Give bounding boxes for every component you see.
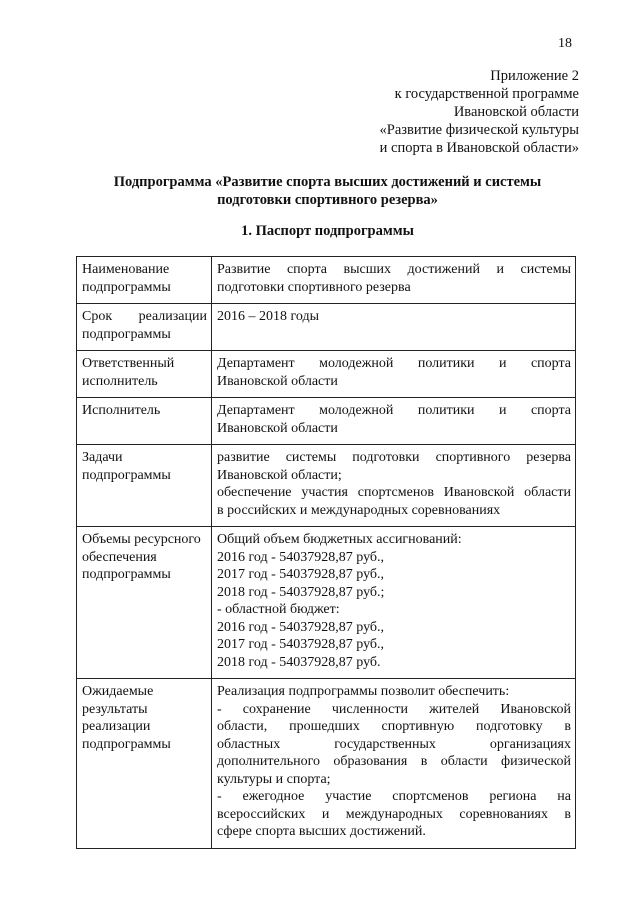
row-value xyxy=(212,398,576,445)
table-row xyxy=(77,445,576,527)
section-title: 1. Паспорт подпрограммы xyxy=(241,223,414,239)
value-line: областных государственных организациях xyxy=(217,736,571,752)
subprogram-title xyxy=(80,173,575,209)
appendix-line: к государственной программе xyxy=(394,86,579,102)
table-row xyxy=(77,679,576,849)
row-label xyxy=(77,304,212,351)
appendix-header xyxy=(380,67,580,157)
value-line: - областной бюджет: xyxy=(217,602,340,617)
row-value xyxy=(212,304,576,351)
value-line: 2016 год - 54037928,87 руб., xyxy=(217,549,385,565)
label-line: подпрограммы xyxy=(82,567,171,582)
label-line: исполнитель xyxy=(82,373,158,389)
subprogram-title-line: подготовки спортивного резерва» xyxy=(217,192,438,208)
row-label xyxy=(77,445,212,527)
table-row xyxy=(77,257,576,304)
row-value xyxy=(212,445,576,527)
appendix-line: и спорта в Ивановской области» xyxy=(379,140,579,156)
value-line: в российских и международных соревнованиях xyxy=(217,502,501,518)
value-line: развитие системы подготовки спортивного резерва xyxy=(217,450,571,465)
value-line: Ивановской области xyxy=(217,373,338,389)
label-line: подпрограммы xyxy=(82,736,171,752)
value-line: 2018 год - 54037928,87 руб. xyxy=(217,654,381,670)
appendix-line: Ивановской области xyxy=(453,104,579,120)
value-line: дополнительного образования в области физической xyxy=(217,754,571,769)
value-line: Развитие спорта высших достижений и системы xyxy=(217,262,571,277)
value-line: обеспечение участия спортсменов Ивановской области xyxy=(217,485,571,500)
table-row xyxy=(77,304,576,351)
value-line: культуры и спорта; xyxy=(217,771,331,787)
label-line: результаты xyxy=(82,701,148,717)
row-value xyxy=(212,351,576,398)
passport-table xyxy=(76,256,576,849)
label-line: Объемы ресурсного xyxy=(82,532,201,547)
value-line: 2016 – 2018 годы xyxy=(217,309,320,324)
row-value xyxy=(212,257,576,304)
value-line: - сохранение численности жителей Ивановской xyxy=(217,701,571,717)
value-line: всероссийских и международных соревнованиях в xyxy=(217,806,571,822)
value-line: области, прошедших спортивную подготовку в xyxy=(217,719,571,734)
label-line: реализации xyxy=(82,719,151,734)
label-line: подпрограммы xyxy=(82,326,171,342)
value-line: 2018 год - 54037928,87 руб.; xyxy=(217,584,385,600)
table-row xyxy=(77,527,576,679)
label-line: Исполнитель xyxy=(82,403,161,418)
value-line: Ивановской области; xyxy=(217,467,342,483)
row-value xyxy=(212,527,576,679)
label-line: Наименование xyxy=(82,262,170,277)
value-line: подготовки спортивного резерва xyxy=(217,279,411,295)
value-line: Реализация подпрограммы позволит обеспечить: xyxy=(217,684,510,699)
label-line: Задачи xyxy=(82,450,123,465)
value-line: 2017 год - 54037928,87 руб., xyxy=(217,637,385,652)
appendix-line: Приложение 2 xyxy=(490,68,579,84)
label-line: подпрограммы xyxy=(82,279,171,295)
label-line: обеспечения xyxy=(82,549,157,565)
table-row xyxy=(77,351,576,398)
label-line: Ответственный xyxy=(82,356,175,371)
value-line: Ивановской области xyxy=(217,420,338,436)
value-line: 2016 год - 54037928,87 руб., xyxy=(217,619,385,635)
row-value xyxy=(212,679,576,849)
row-label xyxy=(77,351,212,398)
page-number: 18 xyxy=(558,36,572,51)
row-label xyxy=(77,398,212,445)
table-row xyxy=(77,398,576,445)
label-line: подпрограммы xyxy=(82,467,171,483)
appendix-line: «Развитие физической культуры xyxy=(379,122,579,138)
value-line: Общий объем бюджетных ассигнований: xyxy=(217,532,462,547)
row-label xyxy=(77,257,212,304)
value-line: Департамент молодежной политики и спорта xyxy=(217,403,571,418)
label-line: Срок реализации xyxy=(82,309,207,324)
value-line: - ежегодное участие спортсменов региона на xyxy=(217,789,571,804)
value-line: 2017 год - 54037928,87 руб., xyxy=(217,567,385,582)
value-line: Департамент молодежной политики и спорта xyxy=(217,356,571,371)
subprogram-title-line: Подпрограмма «Развитие спорта высших достижений и системы xyxy=(113,174,542,190)
row-label xyxy=(77,527,212,679)
value-line: сфере спорта высших достижений. xyxy=(217,824,426,839)
row-label xyxy=(77,679,212,849)
label-line: Ожидаемые xyxy=(82,684,154,699)
